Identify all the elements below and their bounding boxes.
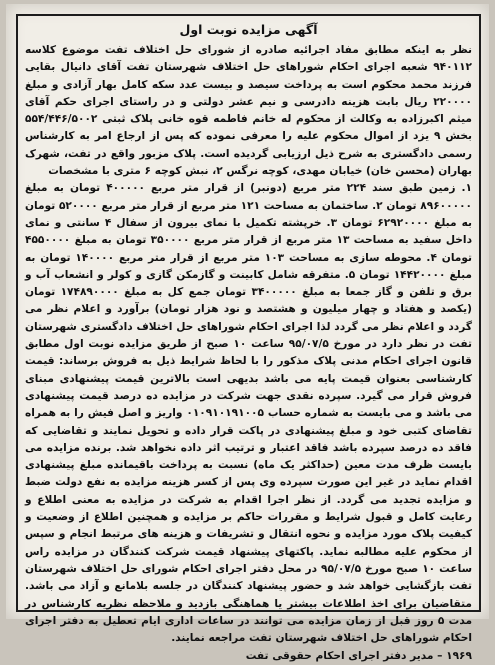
notice-title: آگهی مزایده نوبت اول	[179, 22, 318, 37]
notice-number: ۱۹۶۹	[446, 650, 472, 663]
notice-paragraph-details: ۱. زمین طبق سند ۲۲۴ متر مربع (دونبر) از قرار متر مربع ۴۰۰۰۰۰ تومان به مبلغ ۸۹۶۰۰۰۰۰ تومان ۲. ساختمان به مساحت ۱۲۱ متر مربع از قرار متر مربع ۵۲۰۰۰۰ تومان به مبلغ ۶۲۹۲۰۰۰۰ تومان ۳. خرپشته تکمیل با نمای بیرون از سفال ۴ سانتی و نمای داخل سفید به مساحت ۱۳ متر مربع از قرار متر مربع ۳۵۰۰۰۰ تومان به مبلغ ۴۵۵۰۰۰۰ تومان ۴. محوطه سازی به مساحت ۱۰۳ متر مربع از قرار متر مربع ۱۴۰۰۰۰ تومان به مبلغ ۱۴۴۲۰۰۰۰ تومان ۵. متفرقه شامل کابینت و گازمکن گازی و کولر و انشعاب آب و برق و تلفن و گاز جمعا به مبلغ ۳۴۰۰۰۰۰ تومان جمع کل به مبلغ ۱۷۴۸۹۰۰۰۰ تومان (یکصد و هفتاد و چهار میلیون و هشتصد و نود هزار تومان) برآورد و اعلام نظر می گردد و اعلام نظر می گردد لذا اجرای احکام شوراهای حل اختلاف دادگستری شهرستان تفت در نظر دارد در مورخ ۹۵/۰۷/۵ ساعت ۱۰ صبح از طریق مزایده نوبت اول مطابق قانون اجرای احکام مدنی پلاک مذکور را با لحاظ شرایط ذیل به فروش برساند: قیمت کارشناسی بعنوان قیمت پایه می باشد بدیهی است بالاترین قیمت پیشنهادی مبنای فروش قرار می گیرد. سپرده نقدی جهت شرکت در مزایده ده درصد قیمت پیشنهادی می باشد و می بایست به شماره حساب ۰۱۰۹۱۰۱۹۱۰۰۵ واریز و اصل فیش را به همراه تقاضای کتبی خود و مبلغ پیشنهادی در پاکت قرار داده و تحویل نمایند و تقاضایی که فاقد ده درصد سپرده باشد فاقد اعتبار و ترتیب اثر داده نخواهد شد. برنده مزایده می بایست ظرف مدت معین (حداکثر یک ماه) نسبت به پرداخت باقیمانده مبلغ پیشنهادی اقدام نماید در غیر این صورت سپرده وی پس از کسر هزینه مزایده به نفع دولت ضبط و مزایده تجدید می گردد. از نظر اجرا اقدام به شرکت در مزایده به معنی اطلاع و رعایت کامل و قبول شرایط و مقررات حاکم بر مزایده و همچنین اطلاع از وضعیت و کیفیت پلاک مورد مزایده و نحوه انتقال و تشریفات و هزینه های مرتبط انجام و سپس از محکوم علیه مطالبه نماید. پاکتهای پیشنهاد قیمت شرکت کنندگان در مزایده راس ساعت ۱۰ صبح مورخ ۹۵/۰۷/۵ در محل دفتر اجرای احکام شورای حل اختلاف شهرستان تفت بازگشایی خواهد شد و حضور پیشنهاد کنندگان در جلسه بلامانع و آزاد می باشد. متقاضیان برای اخذ اطلاعات بیشتر یا هماهنگی بازدید و ملاحظه نظریه کارشناس در مدت ۵ روز قبل از زمان مزایده می توانند در ساعات اداری ایام تعطیل به دفتر اجرای احکام شوراهای حل اختلاف شهرستان تفت مراجعه نمایند.	[25, 182, 473, 645]
notice-body	[25, 42, 472, 647]
newspaper-clipping	[6, 4, 489, 663]
notice-signature: مدیر دفتر اجرای احکام حقوقی تفت	[245, 650, 434, 663]
notice-frame	[16, 14, 481, 663]
notice-footer	[25, 648, 472, 665]
footer-dash: –	[433, 650, 443, 663]
notice-paragraph-intro: نظر به اینکه مطابق مفاد اجرائیه صادره از شورای حل اختلاف تفت موضوع کلاسه ۹۴۰۱۱۲ شعبه اجرای احکام شوراهای حل اختلاف شهرستان تفت آقای دانیال بقایی فرزند محمد محکوم است به پرداخت سیصد و بیست عدد سکه کامل بهار آزادی و مبلغ ۲۲۰۰۰۰ ریال بابت هزینه دادرسی و نیم عشر دولتی و در راستای اجرای حکم آقای میثم اکبرزاده به وکالت از محکوم له خانم فاطمه قوه خانی پلاک ثبتی ۵۵۴/۴۴۶/۵۰۰۲ بخش ۹ یزد از اموال محکوم علیه را معرفی نموده که پس از ارجاع امر به کارشناس رسمی دادگستری به شرح ذیل ارزیابی گردیده است. پلاک مزبور واقع در تفت، شهرک بهاران (محسن خان) خیابان مهدی، کوچه نرگس ۲، نبش کوچه ۶ متری با مشخصات	[25, 44, 472, 178]
